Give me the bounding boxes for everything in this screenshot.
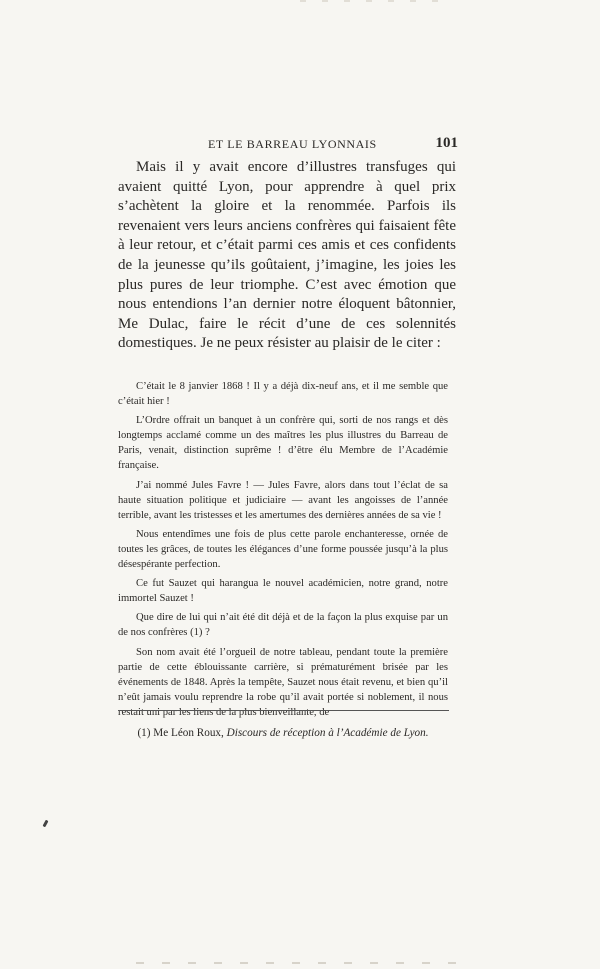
footnote-divider	[118, 710, 449, 711]
footnote-marker: (1)	[137, 727, 151, 739]
block-quote	[118, 379, 448, 724]
body-paragraph: Mais il y avait encore d’illustres transfuges qui avaient quitté Lyon, pour apprendre à quel prix s’achètent la gloire et la renommée. Parfois ils revenaient vers leurs anciens confrères qui faisaient fête à leur retour, et c’était parmi ces amis et ces confidents de la jeunesse qu’ils goûtaient, j’imagine, les joies les plus pures de leur triomphe. C’est avec émotion que nous entendions l’an dernier notre éloquent bâtonnier, Me Dulac, faire le récit d’une de ces solennités domestiques. Je ne peux résister au plaisir de le citer :	[118, 159, 456, 352]
running-head: ET LE BARREAU LYONNAIS	[208, 137, 377, 151]
page-edge-top	[300, 0, 450, 2]
footnote-title: Discours de réception à l’Académie de Lyon.	[226, 727, 429, 739]
quote-paragraph: L’Ordre offrait un banquet à un confrère qui, sorti de nos rangs et dès longtemps acclamé comme un des maîtres les plus illustres du Barreau de Paris, venait, distinction suprême ! d’être élu Membre de l’Académie française.	[118, 415, 448, 472]
quote-paragraph: C’était le 8 janvier 1868 ! Il y a déjà dix-neuf ans, et il me semble que c’était hier !	[118, 381, 448, 408]
quote-paragraph: Son nom avait été l’orgueil de notre tableau, pendant toute la première partie de cette éblouissante carrière, si prématurément brisée par les événements de 1848. Après la tempête, Sauzet nous était revenu, et bien qu’il n’eût jamais voulu reprendre la robe qu’il avait portée si noblement, il nous restait uni par les liens de la plus bienveillante, de	[118, 646, 448, 718]
ink-mark	[43, 820, 49, 828]
quote-paragraph: Ce fut Sauzet qui harangua le nouvel académicien, notre grand, notre immortel Sauzet !	[118, 578, 448, 605]
quote-paragraph: Nous entendîmes une fois de plus cette parole enchanteresse, ornée de toutes les grâces, de toutes les élégances d’une forme poussée jusqu’à la plus désespérante perfection.	[118, 528, 448, 571]
footnote	[118, 726, 448, 740]
footnote-author: Me Léon Roux,	[153, 727, 224, 739]
main-text	[118, 158, 456, 354]
quote-paragraph: Que dire de lui qui n’ait été dit déjà et de la façon la plus exquise par un de nos confrères (1) ?	[118, 612, 448, 639]
page-header	[118, 137, 458, 157]
page-number: 101	[435, 135, 458, 151]
page-edge-bottom	[136, 962, 466, 964]
quote-paragraph: J’ai nommé Jules Favre ! — Jules Favre, alors dans tout l’éclat de sa haute situation politique et judiciaire — avant les angoisses de l’année terrible, avant les tristesses et les amertumes des dernières années de sa vie !	[118, 479, 448, 521]
